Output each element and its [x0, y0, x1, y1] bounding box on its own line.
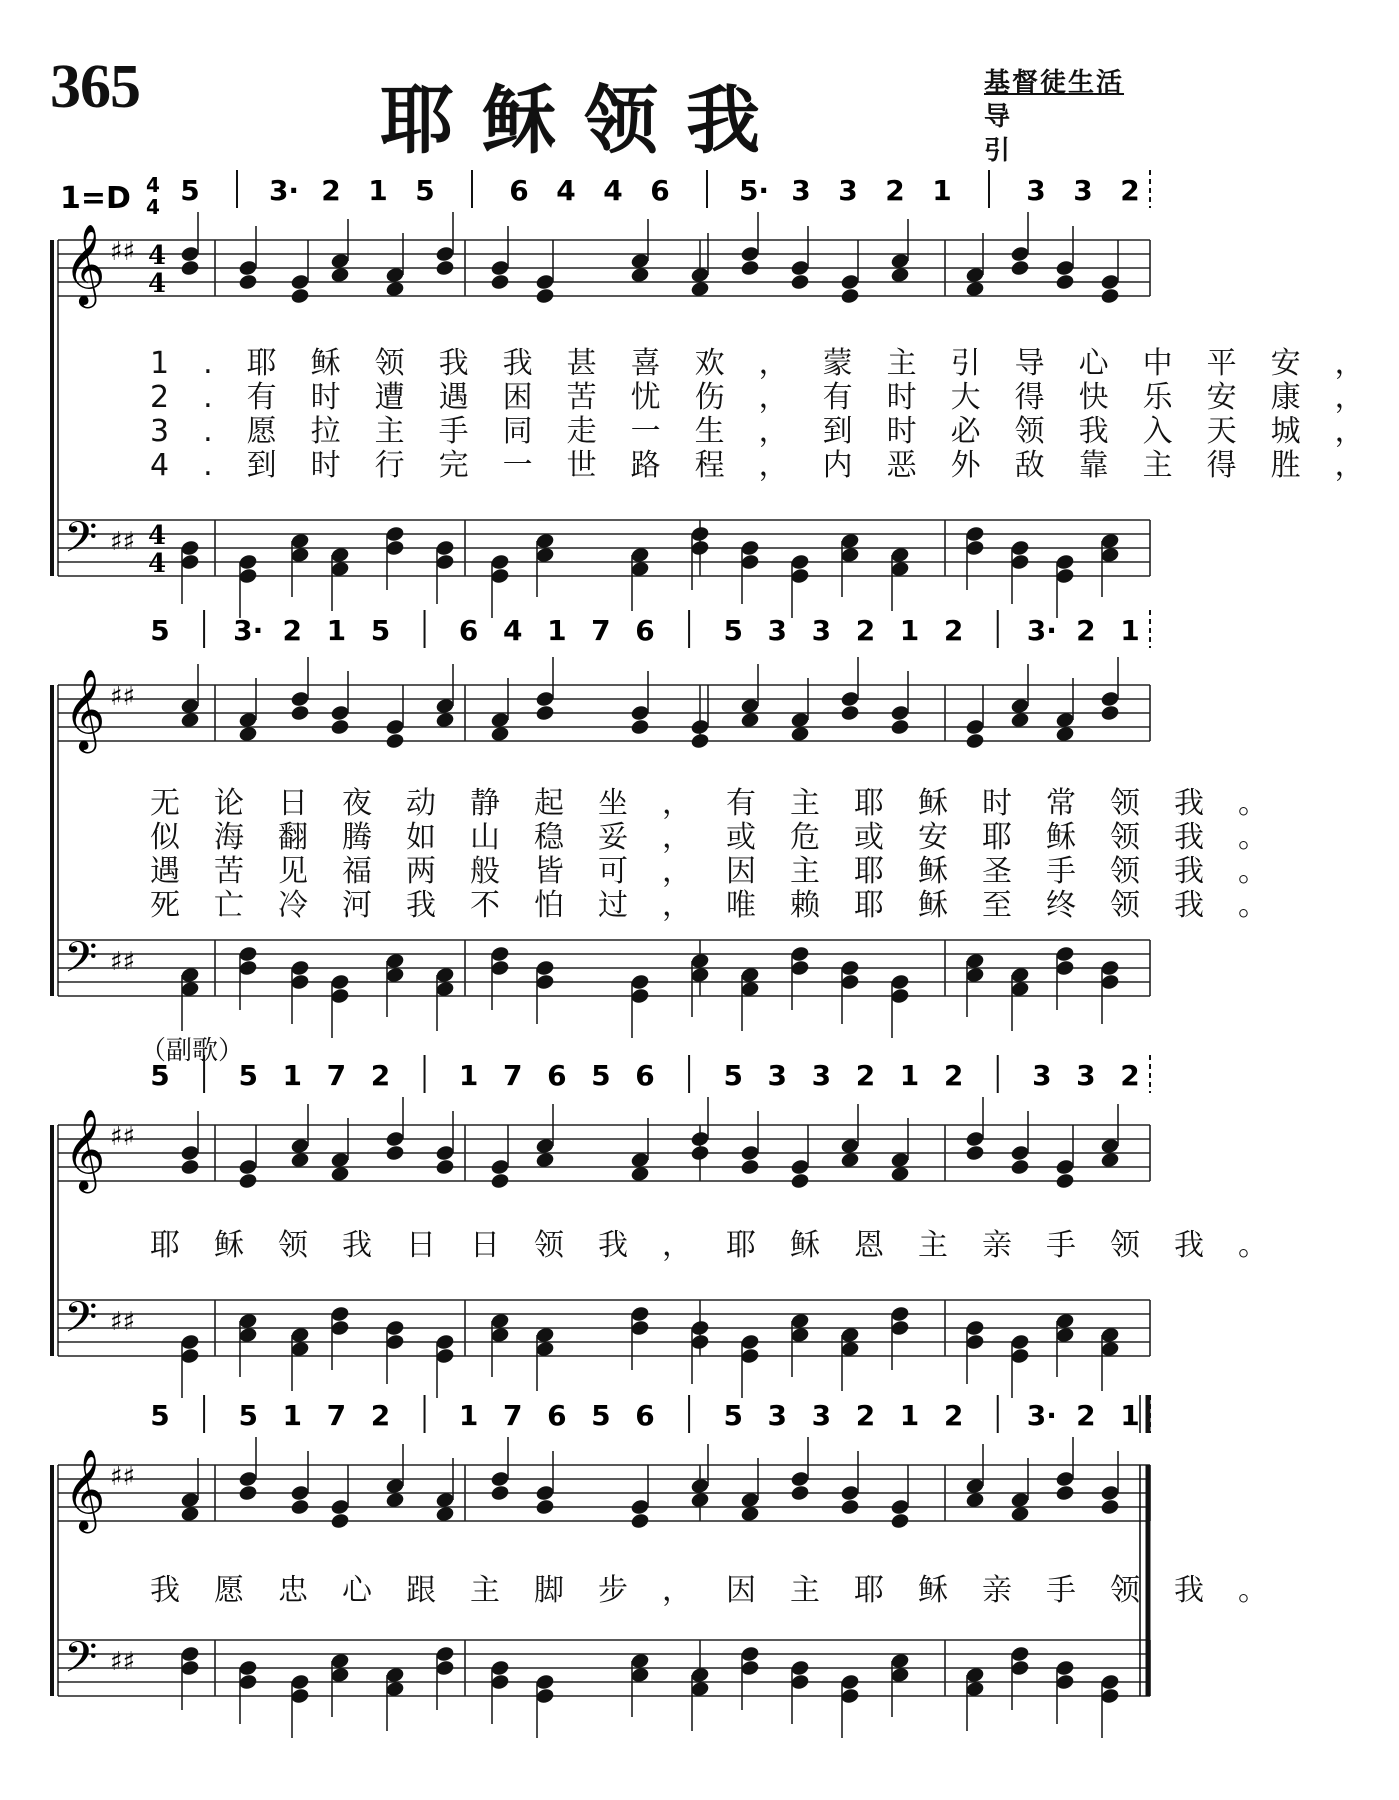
notehead: [290, 973, 310, 991]
notehead: [965, 525, 985, 543]
jianpu-note: 2: [943, 614, 964, 647]
notehead: [1055, 1659, 1075, 1677]
notehead: [690, 1130, 710, 1148]
jianpu-note: 1: [899, 1399, 920, 1432]
notehead: [435, 1347, 455, 1365]
notehead: [1055, 1172, 1075, 1190]
notehead: [965, 1130, 985, 1148]
jianpu-note: 1: [282, 1059, 303, 1092]
time-signature-bottom: 4: [146, 195, 160, 219]
notehead: [965, 539, 985, 557]
jianpu-note: 1: [547, 614, 567, 647]
jianpu-note: 1: [326, 614, 347, 647]
notehead: [840, 959, 860, 977]
notehead: [890, 987, 910, 1005]
notehead: [535, 1498, 555, 1516]
notehead: [238, 1484, 258, 1502]
jianpu-note: 7: [591, 614, 611, 647]
notehead: [1100, 959, 1120, 977]
notehead: [290, 690, 310, 708]
notehead: [238, 1659, 258, 1677]
jianpu-note: 2: [370, 1059, 391, 1092]
notehead: [790, 959, 810, 977]
notehead: [1100, 1484, 1120, 1502]
jianpu-note: 7: [326, 1059, 347, 1092]
notehead: [1100, 704, 1120, 722]
notehead: [180, 1144, 200, 1162]
notehead: [385, 1319, 405, 1337]
notehead: [330, 973, 350, 991]
treble-clef-icon: 𝄞: [64, 1448, 106, 1530]
notehead: [1055, 1673, 1075, 1691]
notehead: [435, 1333, 455, 1351]
jianpu-note: 7: [502, 1059, 523, 1092]
jianpu-note: 2: [855, 614, 876, 647]
notehead: [238, 1172, 258, 1190]
jianpu-note: 1: [458, 1059, 479, 1092]
bass-clef-icon: 𝄢: [64, 933, 98, 993]
jianpu-note: 3·: [233, 614, 264, 647]
notehead: [1055, 1158, 1075, 1176]
notehead: [290, 959, 310, 977]
notehead: [385, 539, 405, 557]
jianpu-note: 2: [282, 614, 303, 647]
verse-1-line-2: 无论日夜动静起坐，有主耶稣时常领我。: [150, 786, 1302, 821]
jianpu-note: 5: [150, 614, 170, 647]
notehead: [535, 1673, 555, 1691]
notehead: [1055, 553, 1075, 571]
notehead: [1010, 1144, 1030, 1162]
jianpu-note: 3·: [268, 174, 300, 207]
jianpu-note: 3: [767, 1399, 788, 1432]
verse-2-line-2: 似海翻腾如山稳妥，或危或安耶稣领我。: [150, 820, 1302, 855]
notehead: [1010, 245, 1030, 263]
jianpu-note: 6: [509, 174, 529, 207]
notehead: [740, 1645, 760, 1663]
notehead: [385, 1333, 405, 1351]
notehead: [490, 1470, 510, 1488]
notehead: [790, 259, 810, 277]
jianpu-note: 1: [899, 1059, 920, 1092]
notehead: [630, 718, 650, 736]
jianpu-note: 5: [415, 174, 435, 207]
notehead: [890, 1319, 910, 1337]
notehead: [490, 1673, 510, 1691]
notehead: [535, 704, 555, 722]
jianpu-note: 3: [1073, 174, 1093, 207]
notehead: [180, 245, 200, 263]
notehead: [180, 1659, 200, 1677]
notehead: [330, 1512, 350, 1530]
jianpu-note: 5·: [738, 174, 770, 207]
notehead: [630, 1512, 650, 1530]
jianpu-note: 3: [811, 1399, 832, 1432]
notehead: [435, 539, 455, 557]
time-signature-top: 4: [146, 173, 160, 197]
notehead: [290, 704, 310, 722]
notehead: [290, 1498, 310, 1516]
notehead: [690, 732, 710, 750]
notehead: [180, 553, 200, 571]
notehead: [535, 1687, 555, 1705]
notehead: [490, 553, 510, 571]
notehead: [238, 1158, 258, 1176]
notehead: [535, 959, 555, 977]
jianpu-note: 3: [767, 1059, 788, 1092]
notehead: [490, 259, 510, 277]
jianpu-note: 2: [321, 174, 341, 207]
jianpu-note: 5: [370, 614, 391, 647]
notehead: [630, 987, 650, 1005]
jianpu-note: 5: [591, 1059, 611, 1092]
notehead: [385, 718, 405, 736]
notehead: [435, 1158, 455, 1176]
jianpu-note: 2: [1076, 1399, 1096, 1432]
notehead: [965, 718, 985, 736]
key-signature: 1=D: [60, 181, 131, 216]
jianpu-note: 5: [150, 1399, 170, 1432]
notehead: [630, 704, 650, 722]
notehead: [790, 1470, 810, 1488]
key-sharps-icon: ♯♯: [110, 682, 136, 712]
notehead: [290, 287, 310, 305]
verse-3-line-1: 3.愿拉主手同走一生，到时必领我入天城，: [150, 414, 1399, 449]
notehead: [690, 1319, 710, 1337]
notehead: [790, 567, 810, 585]
jianpu-note: 6: [547, 1399, 567, 1432]
notehead: [790, 1659, 810, 1677]
notehead: [180, 1347, 200, 1365]
jianpu-note: 1: [899, 614, 920, 647]
notehead: [630, 1305, 650, 1323]
hymn-number: 365: [50, 53, 140, 121]
jianpu-note: 1: [932, 174, 952, 207]
bass-clef-icon: 𝄢: [64, 1293, 98, 1353]
jianpu-note: 5: [150, 1059, 170, 1092]
notehead: [535, 273, 555, 291]
jianpu-note: 6: [635, 1059, 655, 1092]
notehead: [490, 273, 510, 291]
notehead: [790, 1172, 810, 1190]
jianpu-note: 6: [458, 614, 479, 647]
jianpu-note: 2: [1076, 614, 1096, 647]
verse-3-line-2: 遇苦见福两般皆可，因主耶稣圣手领我。: [150, 854, 1302, 889]
notehead: [1010, 1347, 1030, 1365]
notehead: [238, 567, 258, 585]
notehead: [1055, 1470, 1075, 1488]
jianpu-note: 2: [1120, 1059, 1140, 1092]
notehead: [290, 273, 310, 291]
notehead: [490, 567, 510, 585]
notehead: [330, 1305, 350, 1323]
notehead: [690, 718, 710, 736]
notehead: [740, 1333, 760, 1351]
jianpu-note: 3·: [1026, 614, 1057, 647]
jianpu-note: 3: [1026, 174, 1046, 207]
notehead: [890, 1305, 910, 1323]
notehead: [1100, 973, 1120, 991]
notehead: [535, 287, 555, 305]
jianpu-note: 6: [650, 174, 670, 207]
jianpu-note: 5: [723, 614, 743, 647]
jianpu-note: 1: [1120, 614, 1140, 647]
jianpu-note: 5: [180, 174, 200, 207]
key-sharps-icon: ♯♯: [110, 237, 136, 267]
refrain-label: （副歌）: [140, 1036, 245, 1066]
notehead: [385, 1130, 405, 1148]
jianpu-note: 3: [1076, 1059, 1096, 1092]
notehead: [1100, 1498, 1120, 1516]
jianpu-note: 7: [326, 1399, 347, 1432]
notehead: [690, 525, 710, 543]
notehead: [790, 273, 810, 291]
notehead: [840, 973, 860, 991]
notehead: [238, 959, 258, 977]
notehead: [490, 945, 510, 963]
notehead: [385, 732, 405, 750]
notehead: [1100, 273, 1120, 291]
notehead: [490, 1172, 510, 1190]
notehead: [238, 1673, 258, 1691]
jianpu-note: 7: [502, 1399, 523, 1432]
jianpu-note: 2: [370, 1399, 391, 1432]
notehead: [740, 553, 760, 571]
jianpu-note: 6: [635, 1399, 655, 1432]
notehead: [965, 1319, 985, 1337]
notehead: [238, 945, 258, 963]
refrain-line-1: 耶稣领我日日领我，耶稣恩主亲手领我。: [150, 1228, 1302, 1263]
notehead: [840, 1484, 860, 1502]
notehead: [490, 1484, 510, 1502]
jianpu-note: 3: [811, 1059, 832, 1092]
treble-clef-icon: 𝄞: [64, 223, 106, 305]
notehead: [740, 259, 760, 277]
notehead: [435, 259, 455, 277]
notehead: [238, 273, 258, 291]
notehead: [180, 539, 200, 557]
notehead: [840, 1687, 860, 1705]
notehead: [740, 1659, 760, 1677]
notehead: [490, 959, 510, 977]
notehead: [965, 1333, 985, 1351]
jianpu-note: 2: [855, 1059, 876, 1092]
notehead: [740, 1144, 760, 1162]
notehead: [1055, 945, 1075, 963]
jianpu-note: 1: [458, 1399, 479, 1432]
staff-time-bottom: 4: [148, 269, 167, 299]
jianpu-note: 2: [943, 1399, 964, 1432]
notehead: [1100, 287, 1120, 305]
notehead: [1010, 539, 1030, 557]
notehead: [1100, 1673, 1120, 1691]
notehead: [840, 273, 860, 291]
notehead: [890, 1498, 910, 1516]
notehead: [290, 1687, 310, 1705]
notehead: [290, 1484, 310, 1502]
jianpu-note: 5: [591, 1399, 611, 1432]
notehead: [890, 973, 910, 991]
refrain-line-2: 我愿忠心跟主脚步，因主耶稣亲手领我。: [150, 1573, 1302, 1608]
category-line-2: 导引: [984, 102, 1101, 166]
notehead: [180, 1645, 200, 1663]
jianpu-note: 6: [635, 614, 655, 647]
verse-2-line-1: 2.有时遭遇困苦忧伤，有时大得快乐安康，: [150, 380, 1399, 415]
notehead: [630, 1319, 650, 1337]
jianpu-note: 5: [238, 1059, 258, 1092]
notehead: [890, 1512, 910, 1530]
jianpu-note: 3: [1032, 1059, 1052, 1092]
key-sharps-icon: ♯♯: [110, 1307, 136, 1337]
notehead: [890, 704, 910, 722]
notehead: [238, 553, 258, 571]
jianpu-note: 3: [811, 614, 832, 647]
notehead: [740, 539, 760, 557]
notehead: [790, 1673, 810, 1691]
key-sharps-icon: ♯♯: [110, 527, 136, 557]
notehead: [490, 1659, 510, 1677]
notehead: [330, 718, 350, 736]
jianpu-note: 3·: [1026, 1399, 1057, 1432]
jianpu-note: 3: [767, 614, 788, 647]
notehead: [1055, 567, 1075, 585]
jianpu-note: 3: [838, 174, 858, 207]
notehead: [535, 1484, 555, 1502]
jianpu-note: 2: [1120, 174, 1140, 207]
treble-clef-icon: 𝄞: [64, 668, 106, 750]
jianpu-note: 2: [885, 174, 905, 207]
bass-clef-icon: 𝄢: [64, 1633, 98, 1693]
notehead: [1100, 690, 1120, 708]
bass-clef-icon: 𝄢: [64, 513, 98, 573]
jianpu-note: 5: [723, 1059, 743, 1092]
notehead: [238, 1470, 258, 1488]
hymn-title: 耶稣领我: [380, 78, 788, 164]
notehead: [790, 945, 810, 963]
notehead: [840, 690, 860, 708]
jianpu-note: 4: [556, 174, 576, 207]
staff-time-top: 4: [148, 521, 167, 551]
notehead: [435, 553, 455, 571]
notehead: [690, 1144, 710, 1162]
notehead: [330, 704, 350, 722]
jianpu-note: 1: [1120, 1399, 1140, 1432]
notehead: [385, 525, 405, 543]
notehead: [1010, 1645, 1030, 1663]
treble-clef-icon: 𝄞: [64, 1108, 106, 1190]
notehead: [1055, 1484, 1075, 1502]
staff-time-bottom: 4: [148, 549, 167, 579]
key-sharps-icon: ♯♯: [110, 1462, 136, 1492]
notehead: [180, 1158, 200, 1176]
notehead: [1010, 1158, 1030, 1176]
verse-1-line-1: 1.耶稣领我我甚喜欢，蒙主引导心中平安，: [150, 346, 1399, 381]
jianpu-note: 4: [502, 614, 523, 647]
notehead: [790, 553, 810, 571]
notehead: [840, 704, 860, 722]
jianpu-note: 5: [723, 1399, 743, 1432]
notehead: [180, 1333, 200, 1351]
staff-time-top: 4: [148, 241, 167, 271]
verse-4-line-2: 死亡冷河我不怕过，唯赖耶稣至终领我。: [150, 888, 1302, 923]
notehead: [1010, 1659, 1030, 1677]
notehead: [690, 1333, 710, 1351]
jianpu-note: 2: [855, 1399, 876, 1432]
notehead: [435, 1659, 455, 1677]
jianpu-note: 3: [791, 174, 811, 207]
notehead: [840, 287, 860, 305]
notehead: [435, 1144, 455, 1162]
jianpu-note: 2: [943, 1059, 964, 1092]
notehead: [1055, 273, 1075, 291]
notehead: [790, 1484, 810, 1502]
jianpu-note: 5: [238, 1399, 258, 1432]
notehead: [690, 539, 710, 557]
notehead: [1010, 259, 1030, 277]
notehead: [290, 1673, 310, 1691]
notehead: [740, 1347, 760, 1365]
notehead: [238, 259, 258, 277]
notehead: [535, 973, 555, 991]
notehead: [535, 690, 555, 708]
notehead: [840, 1498, 860, 1516]
notehead: [435, 1645, 455, 1663]
notehead: [435, 245, 455, 263]
notehead: [790, 1158, 810, 1176]
key-sharps-icon: ♯♯: [110, 1122, 136, 1152]
notehead: [1100, 1687, 1120, 1705]
jianpu-note: 6: [547, 1059, 567, 1092]
notehead: [890, 718, 910, 736]
notehead: [740, 245, 760, 263]
verse-4-line-1: 4.到时行完一世路程，内恶外敌靠主得胜，: [150, 448, 1399, 483]
key-sharps-icon: ♯♯: [110, 947, 136, 977]
notehead: [840, 1673, 860, 1691]
jianpu-note: 1: [282, 1399, 303, 1432]
notehead: [330, 1498, 350, 1516]
notehead: [1055, 959, 1075, 977]
key-sharps-icon: ♯♯: [110, 1647, 136, 1677]
notehead: [490, 1158, 510, 1176]
notehead: [385, 1144, 405, 1162]
notehead: [330, 1319, 350, 1337]
notehead: [630, 973, 650, 991]
notehead: [1010, 1333, 1030, 1351]
notehead: [1010, 553, 1030, 571]
notehead: [965, 1144, 985, 1162]
jianpu-note: 4: [603, 174, 623, 207]
jianpu-note: 1: [368, 174, 388, 207]
notehead: [180, 259, 200, 277]
notehead: [630, 1498, 650, 1516]
notehead: [330, 987, 350, 1005]
category-line-1: 基督徒生活: [984, 68, 1125, 98]
notehead: [740, 1158, 760, 1176]
notehead: [965, 732, 985, 750]
notehead: [1055, 259, 1075, 277]
